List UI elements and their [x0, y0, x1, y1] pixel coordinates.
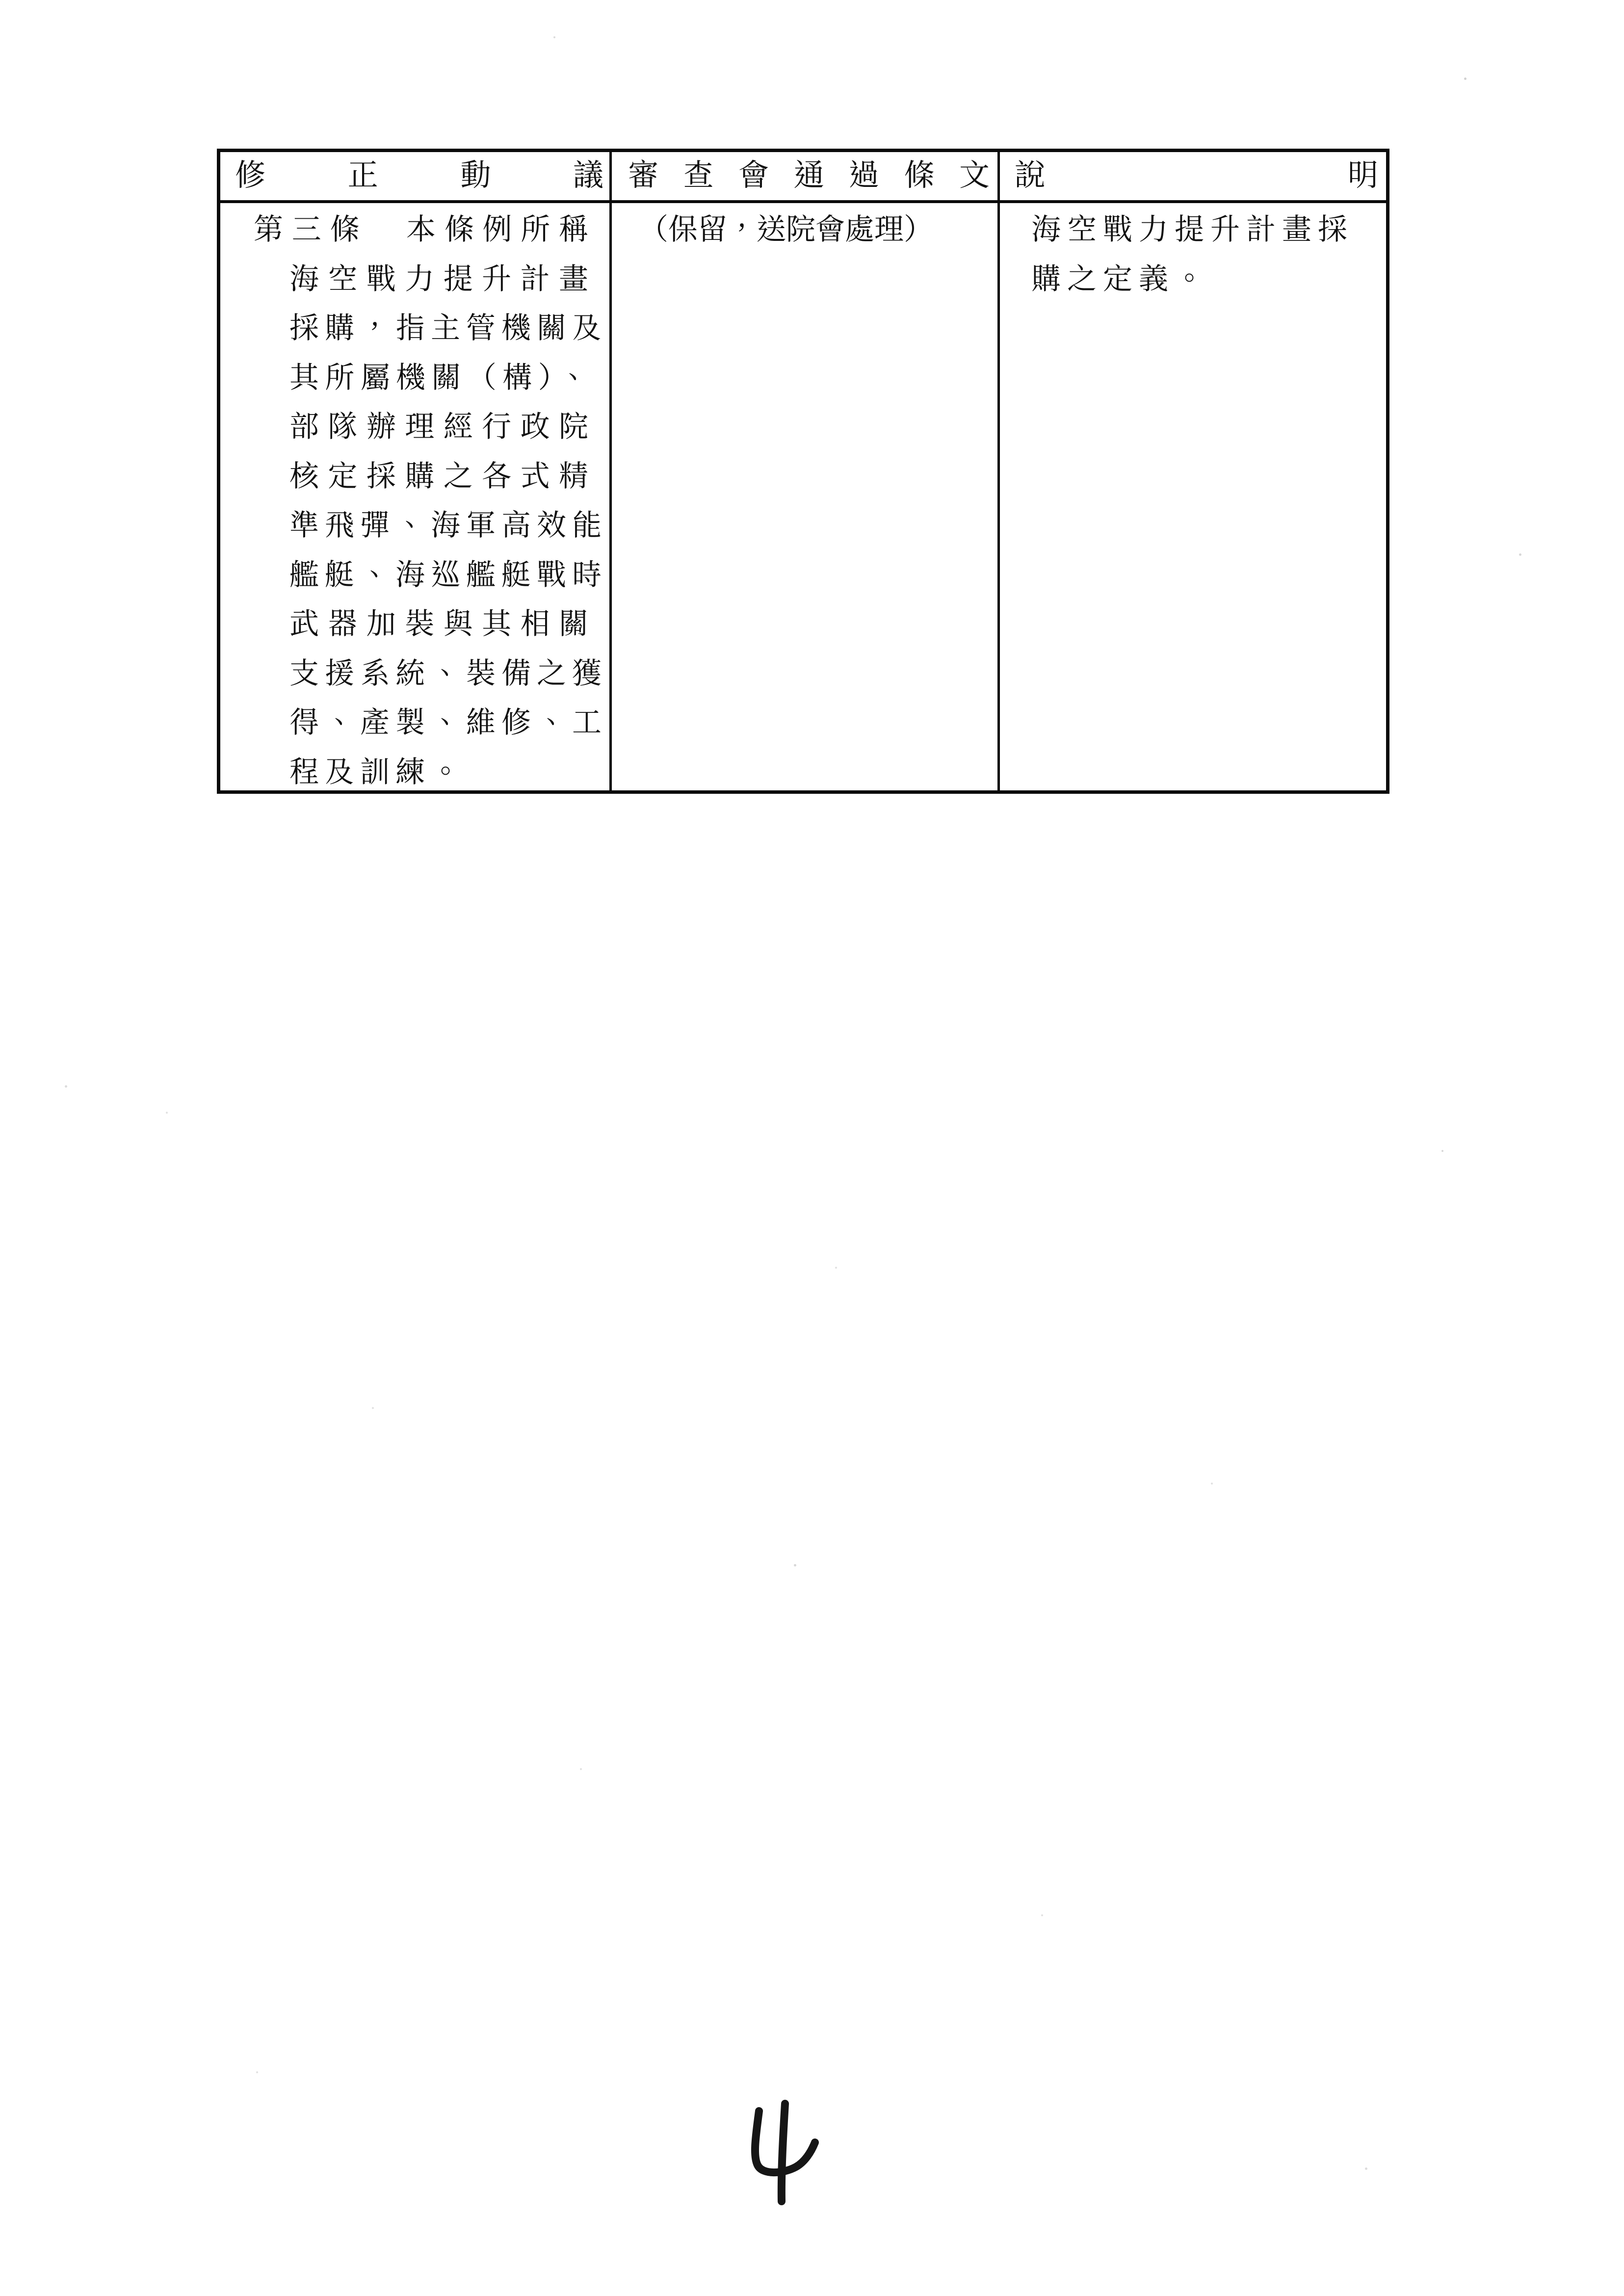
- scan-speck: [794, 1564, 796, 1566]
- text-line: 購之定義。: [1031, 262, 1210, 295]
- scan-speck: [1441, 1150, 1443, 1152]
- text-line: 得、產製、維修、工: [289, 706, 607, 739]
- text-line: 海空戰力提升計畫: [289, 262, 594, 295]
- scan-speck: [553, 36, 555, 38]
- handwritten-page-number: [736, 2087, 873, 2220]
- header-cell-amendment-motion: 修正動議: [220, 152, 612, 203]
- header-cell-explanation: 說明: [1000, 152, 1386, 203]
- cell-explanation-text: [1000, 203, 1386, 790]
- scan-speck: [256, 2071, 258, 2073]
- text-line: 武器加裝與其相關: [289, 608, 594, 640]
- scan-speck: [65, 1085, 67, 1088]
- text-line: 程及訓練。: [289, 756, 466, 788]
- scan-speck: [1519, 553, 1521, 556]
- comparison-table: [217, 149, 1389, 794]
- text-line: 其所屬機關（構）、: [289, 361, 594, 394]
- scan-speck: [166, 1112, 168, 1114]
- scan-speck: [580, 1768, 582, 1770]
- scan-speck: [1464, 78, 1467, 80]
- scan-speck: [1041, 1914, 1043, 1916]
- text-line: 海空戰力提升計畫採: [1031, 213, 1354, 246]
- scan-speck: [1211, 1483, 1213, 1485]
- header-cell-committee-passed-text: 審查會通過條文: [612, 152, 1000, 203]
- scan-speck: [835, 1267, 837, 1269]
- text-line: 艦艇、海巡艦艇戰時: [289, 558, 607, 591]
- text-line: 準飛彈、海軍高效能: [289, 509, 607, 542]
- text-line: 第三條 本條例所稱: [254, 213, 594, 246]
- text-line: 部隊辦理經行政院: [289, 411, 594, 443]
- text-line: 支援系統、裝備之獲: [289, 657, 607, 690]
- text-line: （保留，送院會處理）: [639, 213, 933, 246]
- text-line: 核定採購之各式精: [289, 460, 594, 493]
- cell-amendment-motion-text: [220, 203, 612, 790]
- text-line: 採購，指主管機關及: [289, 312, 607, 344]
- scan-speck: [1365, 2167, 1367, 2170]
- cell-committee-passed-text: [612, 203, 1000, 790]
- scan-speck: [372, 1407, 374, 1409]
